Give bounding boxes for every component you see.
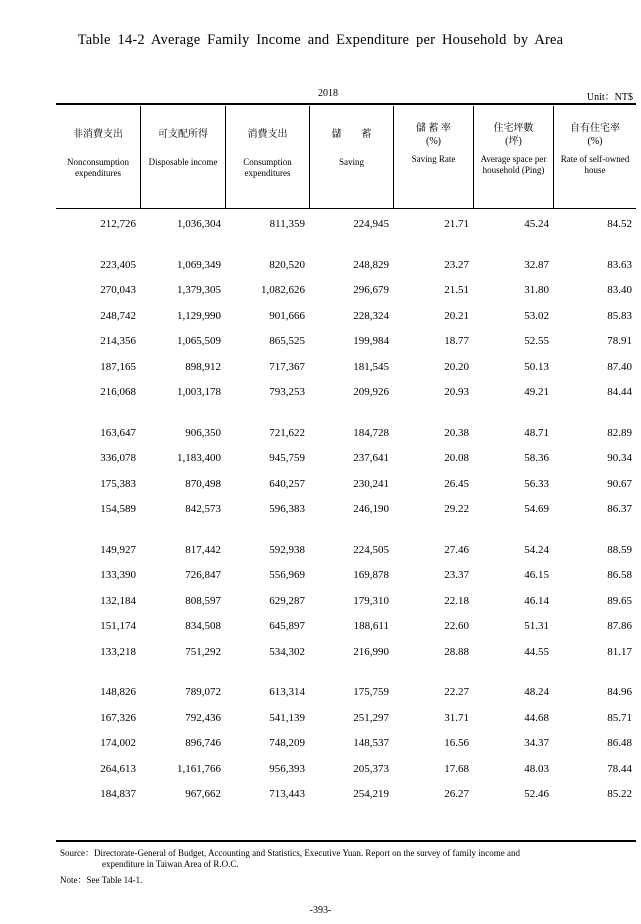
table-cell: 1,036,304 bbox=[177, 218, 221, 230]
table-row bbox=[56, 616, 636, 636]
table-cell: 1,065,509 bbox=[177, 335, 221, 347]
table-cell: 898,912 bbox=[185, 361, 221, 373]
table-cell: 85.83 bbox=[607, 310, 632, 322]
table-cell: 154,589 bbox=[100, 503, 136, 515]
table-cell: 132,184 bbox=[100, 595, 136, 607]
table-cell: 181,545 bbox=[353, 361, 389, 373]
table-cell: 1,161,766 bbox=[177, 763, 221, 775]
table-row bbox=[56, 474, 636, 494]
table-cell: 713,443 bbox=[269, 788, 305, 800]
table-cell: 133,218 bbox=[100, 646, 136, 658]
table-cell: 556,969 bbox=[269, 569, 305, 581]
table-cell: 945,759 bbox=[269, 452, 305, 464]
table-row bbox=[56, 682, 636, 702]
table-cell: 83.40 bbox=[607, 284, 632, 296]
column-header bbox=[56, 106, 140, 208]
table-cell: 792,436 bbox=[185, 712, 221, 724]
column-header-zh: 消費支出 bbox=[247, 129, 288, 140]
table-cell: 216,068 bbox=[100, 386, 136, 398]
table-cell: 199,984 bbox=[353, 335, 389, 347]
table-cell: 237,641 bbox=[353, 452, 389, 464]
table-cell: 20.21 bbox=[444, 310, 469, 322]
column-header-zh: 住宅坪數 bbox=[493, 123, 534, 134]
table-cell: 842,573 bbox=[185, 503, 221, 515]
column-header-en: Saving bbox=[338, 157, 364, 167]
table-cell: 22.60 bbox=[444, 620, 469, 632]
table-cell: 90.34 bbox=[607, 452, 632, 464]
table-row bbox=[56, 448, 636, 468]
table-cell: 228,324 bbox=[353, 310, 389, 322]
table-cell: 896,746 bbox=[185, 737, 221, 749]
table-cell: 834,508 bbox=[185, 620, 221, 632]
table-cell: 20.08 bbox=[444, 452, 469, 464]
table-cell: 224,945 bbox=[353, 218, 389, 230]
table-cell: 174,002 bbox=[100, 737, 136, 749]
table-cell: 748,209 bbox=[269, 737, 305, 749]
source-line-2: expenditure in Taiwan Area of R.O.C. bbox=[102, 859, 239, 869]
column-header-en: Nonconsumption expenditures bbox=[67, 157, 129, 178]
table-cell: 205,373 bbox=[353, 763, 389, 775]
bottom-rule bbox=[56, 840, 636, 842]
table-cell: 54.24 bbox=[524, 544, 549, 556]
table-cell: 820,520 bbox=[269, 259, 305, 271]
table-cell: 48.03 bbox=[524, 763, 549, 775]
table-cell: 22.18 bbox=[444, 595, 469, 607]
table-cell: 149,927 bbox=[100, 544, 136, 556]
table-cell: 251,297 bbox=[353, 712, 389, 724]
table-cell: 541,139 bbox=[269, 712, 305, 724]
table-cell: 89.65 bbox=[607, 595, 632, 607]
table-cell: 1,069,349 bbox=[177, 259, 221, 271]
table-cell: 81.17 bbox=[607, 646, 632, 658]
column-header-en: Saving Rate bbox=[411, 154, 456, 164]
table-cell: 51.31 bbox=[524, 620, 549, 632]
table-cell: 811,359 bbox=[269, 218, 305, 230]
table-cell: 84.52 bbox=[607, 218, 632, 230]
table-cell: 1,003,178 bbox=[177, 386, 221, 398]
table-cell: 23.37 bbox=[444, 569, 469, 581]
table-cell: 20.93 bbox=[444, 386, 469, 398]
table-cell: 717,367 bbox=[269, 361, 305, 373]
table-cell: 629,287 bbox=[269, 595, 305, 607]
source-note bbox=[60, 848, 520, 870]
table-cell: 534,302 bbox=[269, 646, 305, 658]
table-cell: 23.27 bbox=[444, 259, 469, 271]
table-cell: 49.21 bbox=[524, 386, 549, 398]
table-cell: 44.68 bbox=[524, 712, 549, 724]
table-cell: 248,742 bbox=[100, 310, 136, 322]
table-cell: 906,350 bbox=[185, 427, 221, 439]
table-note: Note：See Table 14-1. bbox=[60, 875, 143, 885]
table-cell: 613,314 bbox=[269, 686, 305, 698]
table-cell: 56.33 bbox=[524, 478, 549, 490]
table-row bbox=[56, 499, 636, 519]
table-row bbox=[56, 565, 636, 585]
table-cell: 16.56 bbox=[444, 737, 469, 749]
table-cell: 793,253 bbox=[269, 386, 305, 398]
table-cell: 640,257 bbox=[269, 478, 305, 490]
table-cell: 148,537 bbox=[353, 737, 389, 749]
table-cell: 163,647 bbox=[100, 427, 136, 439]
table-cell: 1,183,400 bbox=[177, 452, 221, 464]
table-cell: 34.37 bbox=[524, 737, 549, 749]
table-cell: 151,174 bbox=[100, 620, 136, 632]
table-cell: 1,129,990 bbox=[177, 310, 221, 322]
column-header-zh: 自有住宅率 bbox=[570, 123, 620, 134]
table-row bbox=[56, 306, 636, 326]
column-header-en: Average space per household (Ping) bbox=[480, 154, 547, 175]
column-header-zh: 儲 蓄 bbox=[331, 129, 372, 140]
table-cell: 901,666 bbox=[269, 310, 305, 322]
table-cell: 175,759 bbox=[353, 686, 389, 698]
table-cell: 52.55 bbox=[524, 335, 549, 347]
header-bottom-rule bbox=[56, 208, 636, 209]
table-cell: 596,383 bbox=[269, 503, 305, 515]
table-cell: 26.27 bbox=[444, 788, 469, 800]
table-cell: 87.86 bbox=[607, 620, 632, 632]
table-cell: 789,072 bbox=[185, 686, 221, 698]
column-header-en: Disposable income bbox=[148, 157, 218, 167]
table-cell: 85.71 bbox=[607, 712, 632, 724]
table-row bbox=[56, 540, 636, 560]
table-cell: 296,679 bbox=[353, 284, 389, 296]
table-cell: 84.44 bbox=[607, 386, 632, 398]
table-cell: 184,837 bbox=[100, 788, 136, 800]
table-cell: 48.71 bbox=[524, 427, 549, 439]
table-cell: 85.22 bbox=[607, 788, 632, 800]
table-row bbox=[56, 382, 636, 402]
table-cell: 133,390 bbox=[100, 569, 136, 581]
table-cell: 20.20 bbox=[444, 361, 469, 373]
table-row bbox=[56, 423, 636, 443]
column-header bbox=[140, 106, 225, 208]
table-cell: 32.87 bbox=[524, 259, 549, 271]
table-cell: 1,379,305 bbox=[177, 284, 221, 296]
table-cell: 46.15 bbox=[524, 569, 549, 581]
column-header-unit: (%) bbox=[587, 136, 603, 147]
table-cell: 188,611 bbox=[353, 620, 389, 632]
table-row bbox=[56, 591, 636, 611]
table-cell: 148,826 bbox=[100, 686, 136, 698]
table-cell: 246,190 bbox=[353, 503, 389, 515]
table-cell: 21.71 bbox=[444, 218, 469, 230]
column-header-zh: 可支配所得 bbox=[158, 129, 208, 140]
table-cell: 86.37 bbox=[607, 503, 632, 515]
table-row bbox=[56, 759, 636, 779]
table-cell: 27.46 bbox=[444, 544, 469, 556]
table-cell: 817,442 bbox=[185, 544, 221, 556]
column-header-zh: 儲 蓄 率 bbox=[416, 123, 451, 134]
table-cell: 29.22 bbox=[444, 503, 469, 515]
top-rule bbox=[56, 103, 636, 105]
table-cell: 175,383 bbox=[100, 478, 136, 490]
table-cell: 726,847 bbox=[185, 569, 221, 581]
table-cell: 45.24 bbox=[524, 218, 549, 230]
table-cell: 18.77 bbox=[444, 335, 469, 347]
year-label: 2018 bbox=[318, 88, 338, 99]
table-cell: 721,622 bbox=[269, 427, 305, 439]
table-row bbox=[56, 280, 636, 300]
table-cell: 84.96 bbox=[607, 686, 632, 698]
table-cell: 28.88 bbox=[444, 646, 469, 658]
table-cell: 48.24 bbox=[524, 686, 549, 698]
table-cell: 46.14 bbox=[524, 595, 549, 607]
table-cell: 26.45 bbox=[444, 478, 469, 490]
table-cell: 187,165 bbox=[100, 361, 136, 373]
table-cell: 223,405 bbox=[100, 259, 136, 271]
table-row bbox=[56, 214, 636, 234]
column-header-zh: 非消費支出 bbox=[73, 129, 123, 140]
table-cell: 248,829 bbox=[353, 259, 389, 271]
table-cell: 86.48 bbox=[607, 737, 632, 749]
column-header-en: Rate of self-owned house bbox=[560, 154, 630, 175]
table-row bbox=[56, 708, 636, 728]
table-cell: 50.13 bbox=[524, 361, 549, 373]
table-cell: 967,662 bbox=[185, 788, 221, 800]
unit-label: Unit：NT$ bbox=[586, 92, 633, 103]
table-row bbox=[56, 642, 636, 662]
table-cell: 21.51 bbox=[444, 284, 469, 296]
table-cell: 83.63 bbox=[607, 259, 632, 271]
table-row bbox=[56, 357, 636, 377]
table-cell: 270,043 bbox=[100, 284, 136, 296]
table-cell: 22.27 bbox=[444, 686, 469, 698]
column-header-unit: (%) bbox=[426, 136, 441, 147]
table-row bbox=[56, 331, 636, 351]
table-cell: 956,393 bbox=[269, 763, 305, 775]
table-row bbox=[56, 255, 636, 275]
table-cell: 751,292 bbox=[185, 646, 221, 658]
table-cell: 808,597 bbox=[185, 595, 221, 607]
column-header-en: Consumption expenditures bbox=[243, 157, 292, 178]
table-cell: 17.68 bbox=[444, 763, 469, 775]
column-header-unit: (坪) bbox=[505, 136, 522, 147]
table-cell: 31.71 bbox=[444, 712, 469, 724]
table-cell: 52.46 bbox=[524, 788, 549, 800]
table-cell: 212,726 bbox=[100, 218, 136, 230]
table-cell: 90.67 bbox=[607, 478, 632, 490]
source-line-1: Source：Directorate-General of Budget, Accounting and Statistics, Executive Yuan. Report on the survey of family income and bbox=[60, 848, 521, 858]
table-cell: 87.40 bbox=[607, 361, 632, 373]
table-cell: 645,897 bbox=[269, 620, 305, 632]
table-cell: 865,525 bbox=[269, 335, 305, 347]
table-cell: 230,241 bbox=[353, 478, 389, 490]
table-cell: 86.58 bbox=[607, 569, 632, 581]
table-cell: 336,078 bbox=[100, 452, 136, 464]
table-cell: 216,990 bbox=[353, 646, 389, 658]
column-header bbox=[553, 106, 636, 208]
column-header bbox=[393, 106, 473, 208]
table-cell: 31.80 bbox=[524, 284, 549, 296]
table-cell: 209,926 bbox=[353, 386, 389, 398]
table-cell: 179,310 bbox=[353, 595, 389, 607]
table-cell: 167,326 bbox=[100, 712, 136, 724]
table-cell: 169,878 bbox=[353, 569, 389, 581]
table-cell: 54.69 bbox=[524, 503, 549, 515]
table-cell: 58.36 bbox=[524, 452, 549, 464]
table-cell: 184,728 bbox=[353, 427, 389, 439]
table-cell: 254,219 bbox=[353, 788, 389, 800]
column-header bbox=[309, 106, 393, 208]
table-cell: 78.91 bbox=[607, 335, 632, 347]
table-cell: 78.44 bbox=[607, 763, 632, 775]
table-cell: 224,505 bbox=[353, 544, 389, 556]
table-cell: 214,356 bbox=[100, 335, 136, 347]
table-cell: 592,938 bbox=[269, 544, 305, 556]
table-cell: 88.59 bbox=[607, 544, 632, 556]
table-cell: 82.89 bbox=[607, 427, 632, 439]
table-row bbox=[56, 784, 636, 804]
table-cell: 44.55 bbox=[524, 646, 549, 658]
column-header bbox=[225, 106, 309, 208]
table-cell: 870,498 bbox=[185, 478, 221, 490]
table-title: Table 14-2 Average Family Income and Expenditure per Household by Area bbox=[77, 32, 564, 48]
table-cell: 1,082,626 bbox=[261, 284, 305, 296]
column-header bbox=[473, 106, 553, 208]
table-cell: 20.38 bbox=[444, 427, 469, 439]
table-cell: 264,613 bbox=[100, 763, 136, 775]
table-cell: 53.02 bbox=[524, 310, 549, 322]
page-number: -393- bbox=[309, 905, 332, 916]
table-row bbox=[56, 733, 636, 753]
